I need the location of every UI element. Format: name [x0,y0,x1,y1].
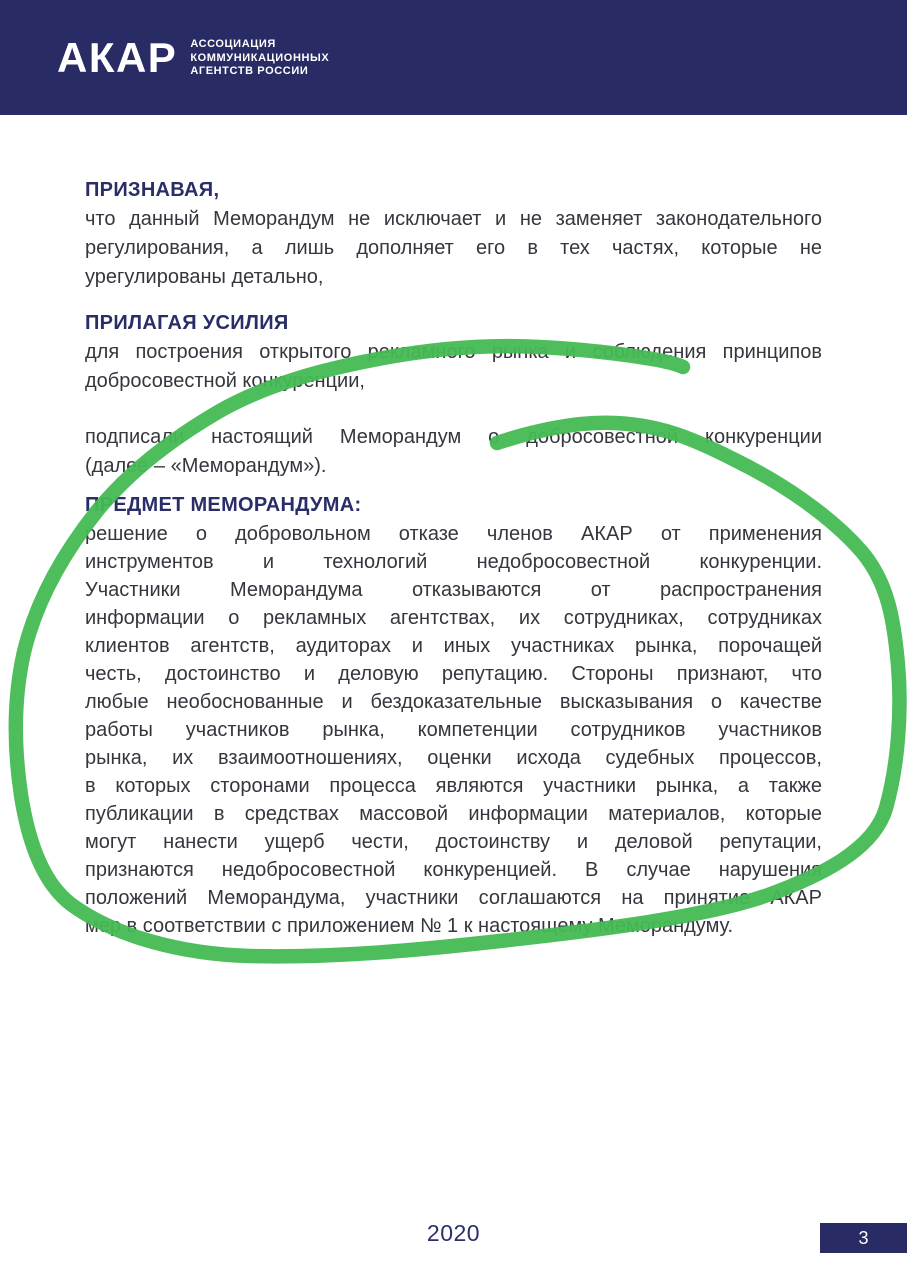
text-line: могут нанести ущерб чести, достоинству и деловой репутации, [85,831,822,853]
text-line: в которых сторонами процесса являются участники рынка, а также [85,775,822,797]
page-number-badge [820,1223,907,1253]
text-line: любые необоснованные и бездоказательные высказывания о качестве [85,691,822,713]
text-line: мер в соответствии с приложением № 1 к настоящему Меморандуму. [85,915,734,937]
tagline-line: КОММУНИКАЦИОННЫХ [190,51,330,64]
text-line: добросовестной конкуренции, [85,370,365,392]
text-line: для построения открытого рекламного рынка и соблюдения принципов [85,341,822,363]
text-line: (далее – «Меморандум»). [85,455,327,477]
text-line: клиентов агентств, аудиторах и иных участниках рынка, порочащей [85,635,822,657]
text-line: что данный Меморандум не исключает и не заменяет законодательного [85,208,822,230]
text-line: подписали настоящий Меморандум о добросовестной конкуренции [85,426,822,448]
section-heading: ПРИЗНАВАЯ, [85,179,220,201]
section-predmet-memoranduma [85,491,822,940]
text-line: инструментов и технологий недобросовестной конкуренции. [85,551,822,573]
footer-year: 2020 [426,1220,481,1246]
text-line: урегулированы детально, [85,266,324,288]
header-bar [0,0,907,115]
akar-tagline [190,38,329,79]
text-line: регулирования, а лишь дополняет его в тех частях, которые не [85,237,822,259]
document-body [85,176,822,940]
tagline-line: АССОЦИАЦИЯ [190,38,276,51]
text-line: положений Меморандума, участники соглашаются на принятие АКАР [85,887,822,909]
text-line: публикации в средствах массовой информации материалов, которые [85,803,822,825]
text-line: работы участников рынка, компетенции сотрудников участников [85,719,822,741]
section-prilagaya-usiliya [85,309,822,396]
text-line: решение о добровольном отказе членов АКАР от применения [85,523,822,545]
paragraph-podpisali [85,423,822,481]
akar-logo: АКАР [57,33,178,81]
tagline-line: АГЕНТСТВ РОССИИ [190,65,309,78]
section-priznavaya [85,176,822,292]
section-heading: ПРИЛАГАЯ УСИЛИЯ [85,312,289,334]
page-number: 3 [858,1227,869,1248]
section-heading: ПРЕДМЕТ МЕМОРАНДУМА: [85,494,362,516]
text-line: Участники Меморандума отказываются от распространения [85,579,822,601]
text-line: информации о рекламных агентствах, их сотрудниках, сотрудниках [85,607,822,629]
text-line: рынка, их взаимоотношениях, оценки исхода судебных процессов, [85,747,822,769]
text-line: признаются недобросовестной конкуренцией. В случае нарушения [85,859,822,881]
text-line: честь, достоинство и деловую репутацию. Стороны признают, что [85,663,822,685]
